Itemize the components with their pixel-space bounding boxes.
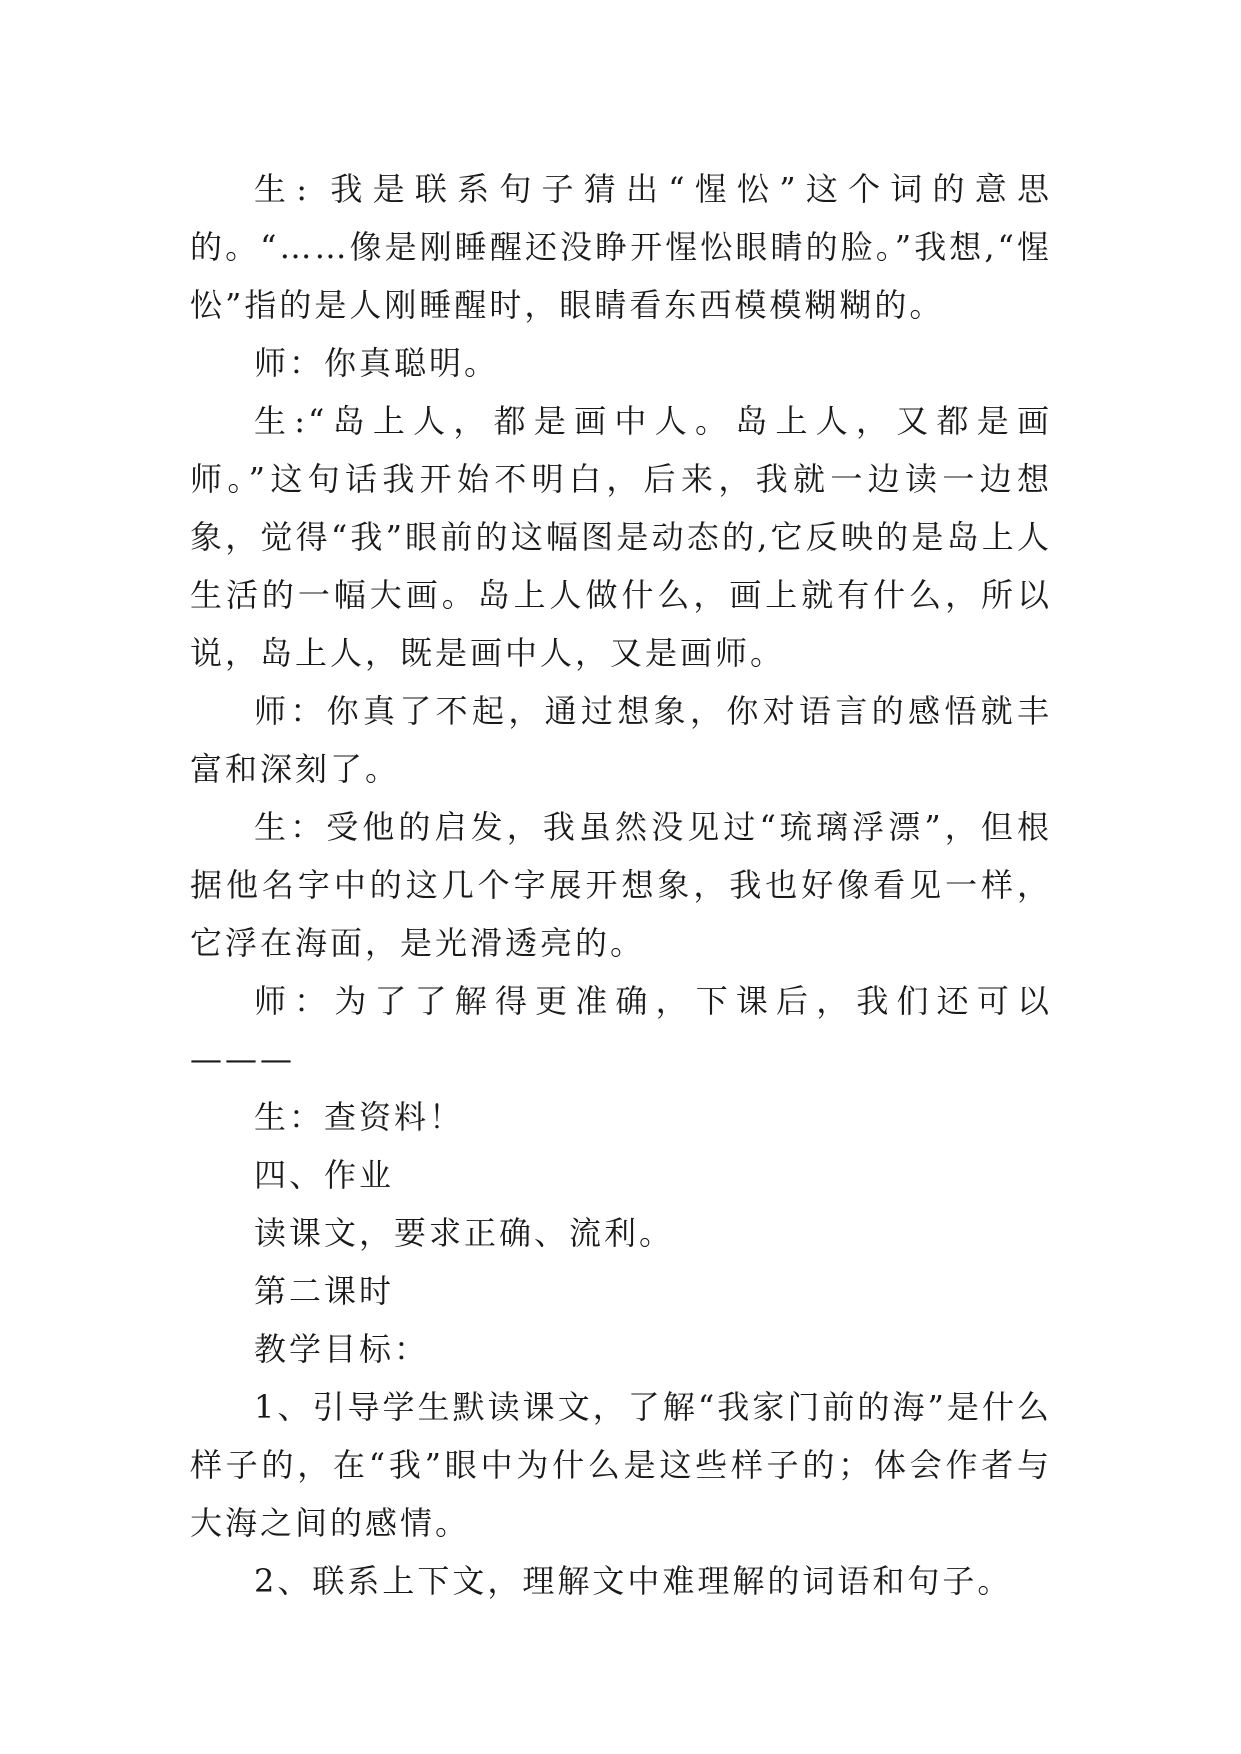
section-heading-teaching-goals: 教学目标： xyxy=(254,1330,430,1368)
document-body xyxy=(190,160,1052,1610)
paragraph-student-glass-float: 生：受他的启发，我虽然没见过“琉璃浮漂”，但根据他名字中的这几个字展开想象，我也好像看见一样，它浮在海面，是光滑透亮的。 xyxy=(190,808,1052,962)
section-heading-homework: 四、作业 xyxy=(254,1156,395,1194)
paragraph-homework-task: 读课文，要求正确、流利。 xyxy=(254,1214,675,1252)
paragraph-goal-1: 1、引导学生默读课文，了解“我家门前的海”是什么样子的，在“我”眼中为什么是这些样子的；体会作者与大海之间的感情。 xyxy=(190,1388,1052,1542)
paragraph-goal-2: 2、联系上下文，理解文中难理解的词语和句子。 xyxy=(254,1562,1013,1600)
paragraph-teacher-praise: 师：你真聪明。 xyxy=(254,344,500,382)
paragraph-student-explains-xingsong: 生: 我是联系句子猜出“惺忪”这个词的意思的。“……像是刚睡醒还没睁开惺忪眼睛的脸。”我想,“惺忪”指的是人刚睡醒时，眼睛看东西模模糊糊的。 xyxy=(190,170,1052,324)
paragraph-student-island-people: 生:“岛上人，都是画中人。岛上人，又都是画师。”这句话我开始不明白，后来，我就一边读一边想象，觉得“我”眼前的这幅图是动态的,它反映的是岛上人生活的一幅大画。岛上人做什么，画上就有什么，所以说，岛上人，既是画中人，又是画师。 xyxy=(190,402,1052,672)
paragraph-student-look-up: 生：查资料！ xyxy=(254,1098,465,1136)
paragraph-teacher-imagination: 师：你真了不起，通过想象，你对语言的感悟就丰富和深刻了。 xyxy=(190,692,1052,788)
section-heading-second-lesson: 第二课时 xyxy=(254,1272,395,1310)
paragraph-teacher-after-class: 师：为了了解得更准确，下课后，我们还可以——— xyxy=(190,982,1052,1078)
